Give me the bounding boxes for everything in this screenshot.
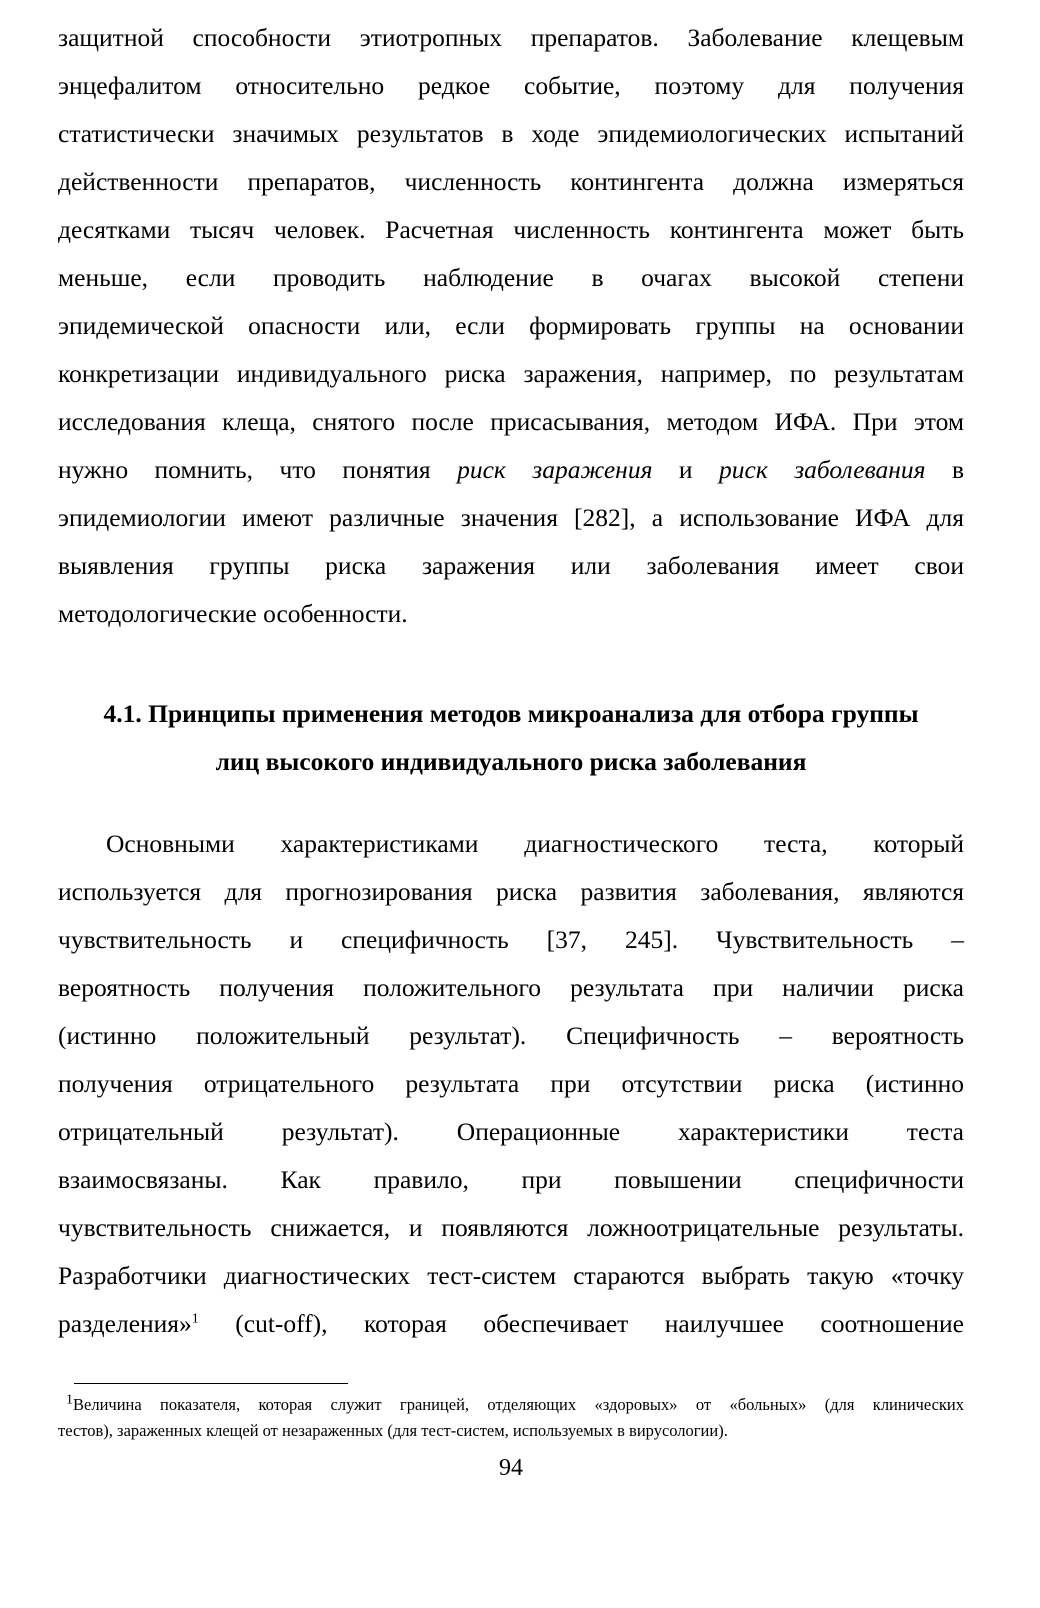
text-line: (истинно положительный результат). Специфичность – вероятность <box>58 1021 964 1050</box>
section-heading <box>58 690 964 786</box>
text-line: используется для прогнозирования риска развития заболевания, являются <box>58 877 964 906</box>
section-heading-line: 4.1. Принципы применения методов микроанализа для отбора группы <box>103 699 919 728</box>
text-line: Основными характеристиками диагностического теста, который <box>106 829 964 858</box>
text-line: Разработчики диагностических тест-систем стараются выбрать такую «точку <box>58 1261 964 1290</box>
text-segment: в <box>951 455 965 484</box>
footnote-mark: 1 <box>66 1392 73 1408</box>
text-line: статистически значимых результатов в ходе эпидемиологических испытаний <box>58 119 964 148</box>
text-line: получения отрицательного результата при отсутствии риска (истинно <box>58 1069 964 1098</box>
text-line: исследования клеща, снятого после присасывания, методом ИФА. При этом <box>58 407 964 436</box>
text-line: меньше, если проводить наблюдение в очагах высокой степени <box>58 263 964 292</box>
paragraph-1 <box>58 14 964 638</box>
section-heading-line: лиц высокого индивидуального риска заболевания <box>215 747 807 776</box>
text-line: взаимосвязаны. Как правило, при повышении специфичности <box>58 1165 964 1194</box>
italic-term: риск заболевания <box>719 455 926 484</box>
footnote <box>58 1392 964 1444</box>
document-page <box>58 14 964 1594</box>
footnote-divider <box>74 1383 348 1384</box>
text-segment: и <box>678 455 720 484</box>
italic-term: риск заражения <box>457 455 653 484</box>
footnote-text: Величина показателя, которая служит границей, отделяющих «здоровых» от «больных» (для клинических <box>73 1395 964 1414</box>
text-line: методологические особенности. <box>58 599 408 628</box>
text-line: защитной способности этиотропных препаратов. Заболевание клещевым <box>58 23 964 52</box>
text-line: десятками тысяч человек. Расчетная численность контингента может быть <box>58 215 964 244</box>
text-segment: (cut-off), которая обеспечивает наилучшее соотношение <box>235 1309 964 1338</box>
footnote-line: тестов), зараженных клещей от незараженных (для тест-систем, используемых в вирусологии). <box>58 1421 728 1440</box>
text-line: отрицательный результат). Операционные характеристики теста <box>58 1117 964 1146</box>
text-line-with-italics <box>58 446 964 494</box>
paragraph-2 <box>58 820 964 1348</box>
text-line: вероятность получения положительного результата при наличии риска <box>58 973 964 1002</box>
text-segment: нужно помнить, что понятия <box>58 455 458 484</box>
text-line: эпидемиологии имеют различные значения [282], а использование ИФА для <box>58 503 964 532</box>
text-line: чувствительность снижается, и появляются ложноотрицательные результаты. <box>58 1213 964 1242</box>
text-line: конкретизации индивидуального риска заражения, например, по результатам <box>58 359 964 388</box>
text-segment: разделения» <box>58 1309 192 1338</box>
text-line: действенности препаратов, численность контингента должна измеряться <box>58 167 964 196</box>
text-line: энцефалитом относительно редкое событие, поэтому для получения <box>58 71 964 100</box>
text-line: эпидемической опасности или, если формировать группы на основании <box>58 311 964 340</box>
text-line: выявления группы риска заражения или заболевания имеет свои <box>58 551 964 580</box>
footnote-reference[interactable]: 1 <box>191 1311 199 1327</box>
page-number: 94 <box>499 1455 523 1481</box>
text-line: чувствительность и специфичность [37, 245]. Чувствительность – <box>58 925 964 954</box>
text-line-with-footnote <box>58 1300 964 1348</box>
footnote-line <box>58 1392 964 1418</box>
